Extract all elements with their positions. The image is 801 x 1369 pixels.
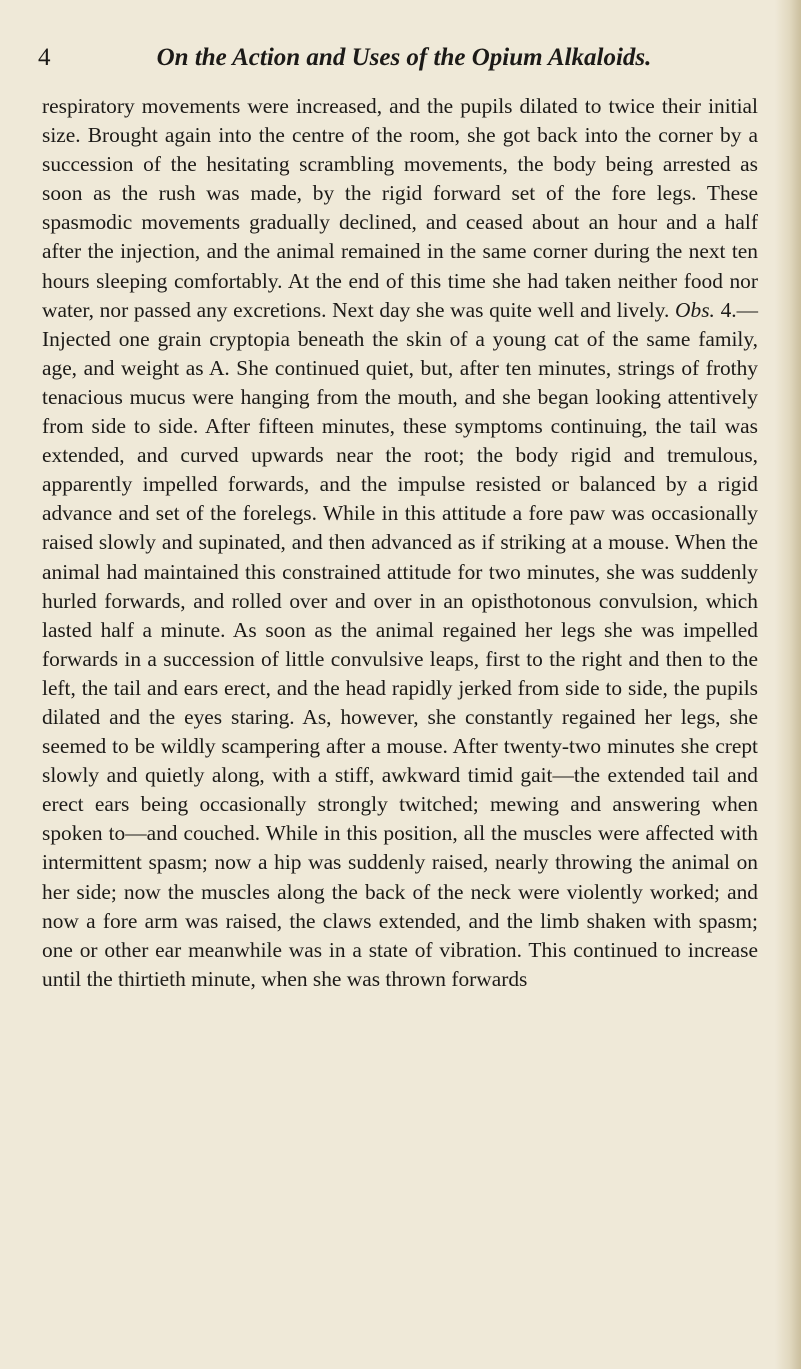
observation-label: Obs. <box>675 297 715 322</box>
running-title: On the Action and Uses of the Opium Alkaloids. <box>156 44 652 71</box>
page-header <box>38 38 758 78</box>
paragraph-2-text: 4.—Injected one grain cryptopia beneath the skin of a young cat of the same family, age, and weight as A. She continued quiet, but, after ten minutes, strings of frothy tenacious mucus were hanging from the mouth, and she began looking attentively from side to side. After fifteen minutes, these symptoms continuing, the tail was extended, and curved upwards near the root; the body rigid and tremulous, apparently impelled forwards, and the impulse resisted or balanced by a rigid advance and set of the forelegs. While in this attitude a fore paw was occasionally raised slowly and supinated, and then advanced as if striking at a mouse. When the animal had maintained this constrained attitude for two minutes, she was suddenly hurled forwards, and rolled over and over in an opisthotonous convulsion, which lasted half a minute. As soon as the animal regained her legs she was impelled forwards in a succession of little convulsive leaps, first to the right and then to the left, the tail and ears erect, and the head rapidly jerked from side to side, the pupils dilated and the eyes staring. As, however, she constantly regained her legs, she seemed to be wildly scampering after a mouse. After twenty-two minutes she crept slowly and quietly along, with a stiff, awkward timid gait—the extended tail and erect ears being occasionally strongly twitched; mewing and answering when spoken to—and couched. While in this position, all the muscles were affected with intermittent spasm; now a hip was suddenly raised, nearly throwing the animal on her side; now the muscles along the back of the neck were violently worked; and now a fore arm was raised, the claws extended, and the limb shaken with spasm; one or other ear meanwhile was in a state of vibration. This continued to increase until the thirtieth minute, when she was thrown forwards <box>42 297 758 991</box>
page-number: 4 <box>38 44 51 71</box>
body-text <box>42 92 758 994</box>
page-edge-shading <box>775 0 801 1369</box>
paragraph-continued <box>42 92 758 994</box>
paragraph-1-text: respiratory movements were increased, and the pupils dilated to twice their initial size. Brought again into the centre of the room, she got back into the corner by a succession of the hesitating scrambling movements, the body being arrested as soon as the rush was made, by the rigid forward set of the fore legs. These spasmodic movements gradually declined, and ceased about an hour and a half after the injection, and the animal remained in the same corner during the next ten hours sleeping comfortably. At the end of this time she had taken neither food nor water, nor passed any excretions. Next day she was quite well and lively. <box>42 94 758 322</box>
